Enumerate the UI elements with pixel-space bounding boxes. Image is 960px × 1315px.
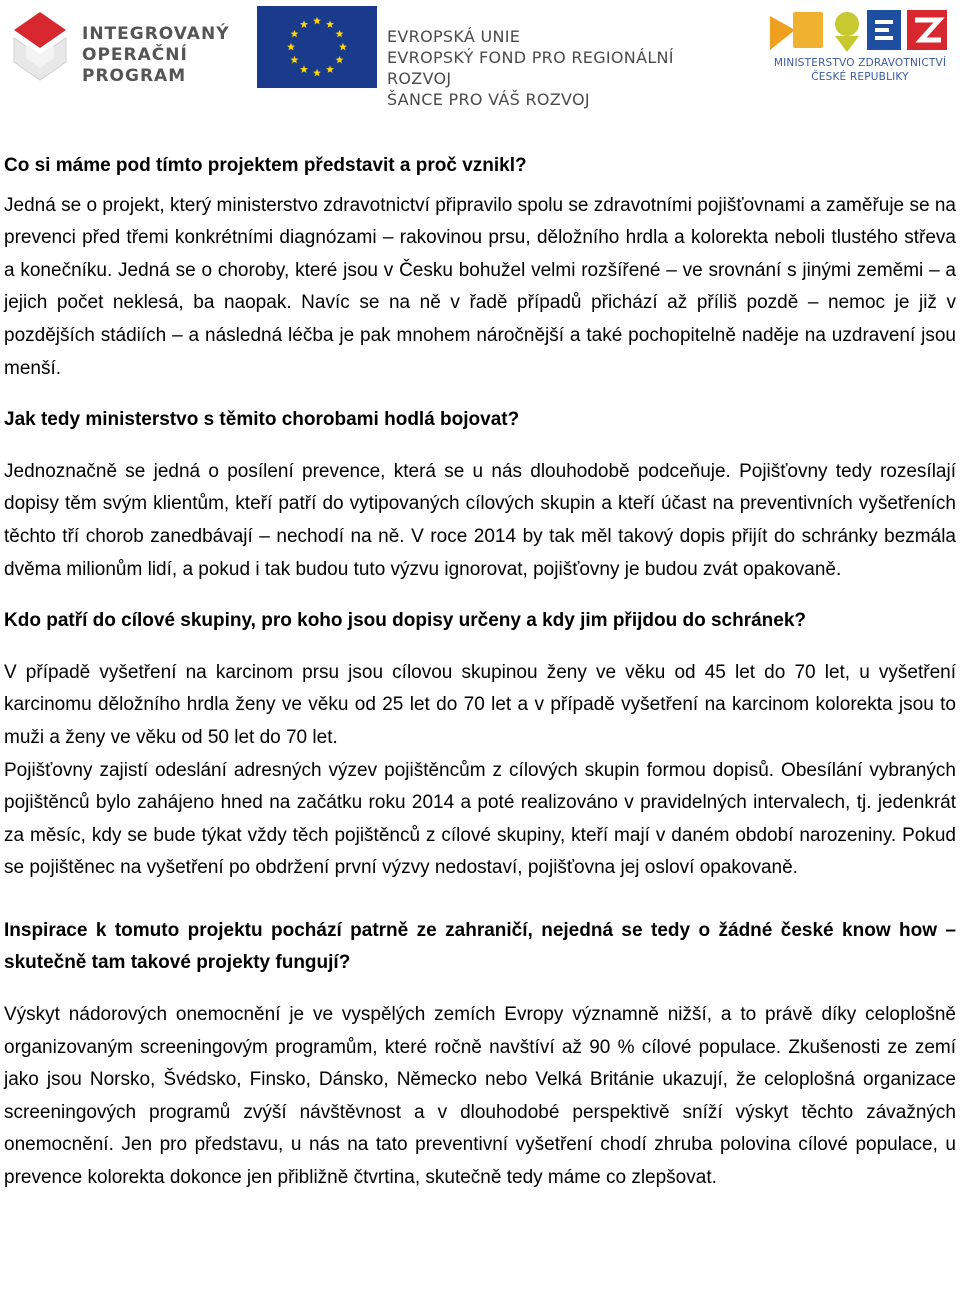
iop-logo-text <box>82 24 230 87</box>
eu-logo <box>257 4 727 109</box>
paragraph: Jedná se o projekt, který ministerstvo zdravotnictví připravilo spolu se zdravotními pojišťovnami a zaměřuje se na prevenci před třemi konkrétními diagnózami – rakovinou prsu, děložního hrdla a kolorekta neboli tlustého střeva a konečníku. Jedná se o choroby, které jsou v Česku bohužel velmi rozšířené – ve srovnání s jinými zeměmi – a jejich počet neklesá, ba naopak. Navíc se na ně v řadě případů přichází až příliš pozdě – nemoc je již v pozdějších stádiích – a následná léčba je pak mnohem náročnější a také pochopitelně naděje na uzdravení jsou menší. <box>4 194 956 379</box>
ministry-emblem-icon <box>765 6 955 54</box>
iop-emblem-icon <box>8 6 72 92</box>
iop-logo <box>8 6 238 92</box>
section-heading: Inspirace k tomuto projektu pochází patrně ze zahraničí, nejedná se tedy o žádné české know how – skutečně tam takové projekty fungují? <box>4 919 956 974</box>
iop-line-2: OPERAČNÍ <box>82 45 188 65</box>
ministry-line-1: MINISTERSTVO ZDRAVOTNICTVÍ <box>773 57 947 69</box>
section-heading: Kdo patří do cílové skupiny, pro koho jsou dopisy určeny a kdy jim přijdou do schránek? <box>4 610 807 632</box>
ministry-logo-text <box>765 56 955 84</box>
logo-header <box>0 0 960 109</box>
ministry-logo <box>765 6 955 92</box>
eu-line-2: EVROPSKÝ FOND PRO REGIONÁLNÍ ROZVOJ <box>387 48 674 88</box>
document-body <box>4 150 956 1195</box>
iop-line-3: PROGRAM <box>82 66 187 86</box>
paragraph: Jednoznačně se jedná o posílení prevence, která se u nás dlouhodobě podceňuje. Pojišťovny tedy rozesílají dopisy těm svým klientům, kteří patří do vytipovaných cílových skupin a kteří účast na preventivních vyšetřeních těchto tří chorob zanedbávají – nechodí na ně. V roce 2014 by tak měl takový dopis přijít do schránky bezmála dvěma milionům lidí, a pokud i tak budou tuto výzvu ignorovat, pojišťovny je budou zvát opakovaně. <box>4 460 956 580</box>
paragraph: Pojišťovny zajistí odeslání adresných výzev pojištěncům z cílových skupin formou dopisů. Obesílání vybraných pojištěnců bylo zahájeno hned na začátku roku 2014 a poté realizováno v pravidelných intervalech, tj. jedenkrát za měsíc, kdy se bude týkat vždy těch pojištěnců z cílové skupiny, kteří mají v daném období narozeniny. Pokud se pojištěnec na vyšetření po obdržení první výzvy nedostaví, pojišťovna jej osloví opakovaně. <box>4 759 956 879</box>
ministry-line-2: ČESKÉ REPUBLIKY <box>811 71 909 83</box>
section-heading: Jak tedy ministerstvo s těmito chorobami hodlá bojovat? <box>4 409 520 431</box>
section-heading: Co si máme pod tímto projektem představit a proč vznikl? <box>4 155 527 176</box>
paragraph: V případě vyšetření na karcinom prsu jsou cílovou skupinou ženy ve věku od 45 let do 70 let, u vyšetření karcinomu děložního hrdla ženy ve věku od 25 let do 70 let a v případě vyšetření na karcinom kolorekta jsou to muži a ženy ve věku od 50 let do 70 let. <box>4 661 956 748</box>
eu-line-1: EVROPSKÁ UNIE <box>387 27 521 46</box>
eu-logo-text <box>387 26 727 110</box>
iop-line-1: INTEGROVANÝ <box>82 24 230 44</box>
paragraph: Výskyt nádorových onemocnění je ve vyspělých zemích Evropy významně nižší, a to právě díky celoplošně organizovaným screeningovým programům, které ročně navštíví až 90 % cílové populace. Zkušenosti ze zemí jako jsou Norsko, Švédsko, Finsko, Dánsko, Německo nebo Velká Británie ukazují, že celoplošná organizace screeningových programů zvýší návštěvnost a v dlouhodobé perspektivě sníží výskyt těchto závažných onemocnění. Jen pro představu, u nás na tato preventivní vyšetření chodí zhruba polovina cílové populace, u prevence kolorekta dokonce jen přibližně čtvrtina, skutečně tedy máme co zlepšovat. <box>4 1004 956 1189</box>
eu-line-3: ŠANCE PRO VÁŠ ROZVOJ <box>387 90 590 109</box>
eu-flag-icon <box>257 4 377 90</box>
